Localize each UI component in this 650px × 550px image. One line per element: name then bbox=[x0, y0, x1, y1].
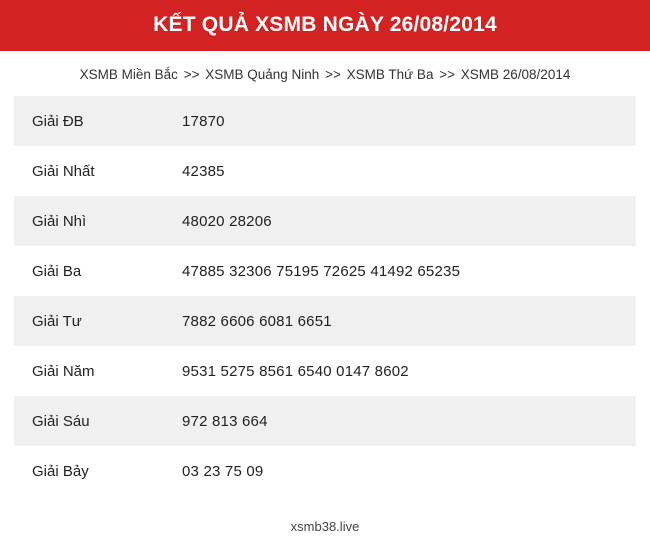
prize-numbers: 17870 bbox=[182, 112, 225, 130]
breadcrumb-separator: >> bbox=[183, 67, 200, 83]
page-title: KẾT QUẢ XSMB NGÀY 26/08/2014 bbox=[153, 13, 497, 36]
table-row bbox=[14, 296, 636, 346]
prize-numbers: 972 813 664 bbox=[182, 412, 268, 430]
page-header bbox=[0, 0, 650, 51]
prize-label: Giải ĐB bbox=[32, 112, 84, 130]
table-row bbox=[14, 346, 636, 396]
breadcrumb-separator: >> bbox=[325, 67, 341, 83]
table-row bbox=[14, 196, 636, 246]
prize-numbers: 03 23 75 09 bbox=[182, 462, 264, 480]
prize-label: Giải Nhất bbox=[32, 162, 95, 180]
breadcrumb-item-0[interactable]: XSMB Miền Bắc bbox=[79, 67, 178, 83]
footer bbox=[0, 505, 650, 550]
prize-label: Giải Năm bbox=[32, 362, 95, 380]
prize-numbers: 7882 6606 6081 6651 bbox=[182, 312, 332, 330]
table-row bbox=[14, 146, 636, 196]
breadcrumb-item-2[interactable]: XSMB Thứ Ba bbox=[346, 67, 434, 83]
breadcrumb bbox=[0, 51, 650, 96]
prize-numbers: 48020 28206 bbox=[182, 212, 272, 230]
breadcrumb-separator: >> bbox=[439, 67, 455, 83]
prize-label: Giải Ba bbox=[32, 262, 82, 280]
prize-label: Giải Tư bbox=[32, 312, 82, 330]
prize-label: Giải Bảy bbox=[32, 462, 89, 480]
prize-numbers: 9531 5275 8561 6540 0147 8602 bbox=[182, 362, 409, 380]
results-table bbox=[0, 96, 650, 505]
table-row bbox=[14, 446, 636, 496]
prize-label: Giải Sáu bbox=[32, 412, 90, 430]
table-row bbox=[14, 246, 636, 296]
prize-numbers: 42385 bbox=[182, 162, 225, 180]
breadcrumb-item-3[interactable]: XSMB 26/08/2014 bbox=[460, 67, 571, 83]
table-row bbox=[14, 396, 636, 446]
table-row bbox=[14, 96, 636, 146]
breadcrumb-item-1[interactable]: XSMB Quảng Ninh bbox=[205, 67, 320, 83]
prize-label: Giải Nhì bbox=[32, 212, 87, 230]
site-name: xsmb38.live bbox=[290, 519, 360, 534]
prize-numbers: 47885 32306 75195 72625 41492 65235 bbox=[182, 262, 461, 280]
